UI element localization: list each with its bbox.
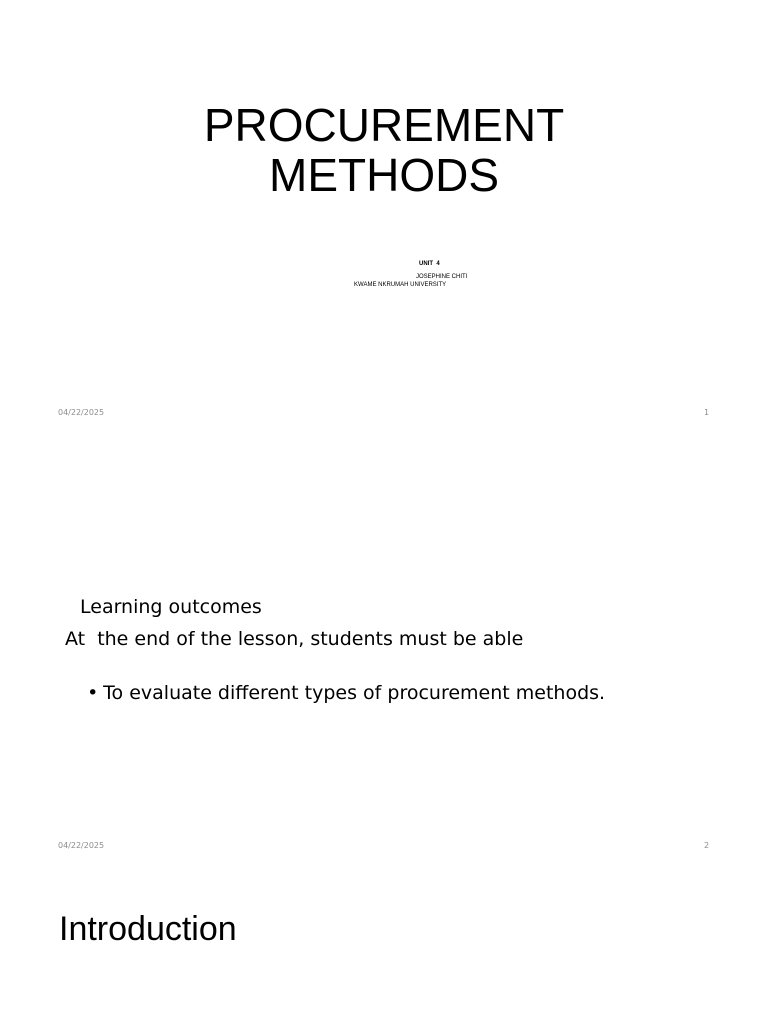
bullet-icon: •: [87, 682, 99, 704]
slide-date: 04/22/2025: [58, 841, 105, 850]
slide-date: 04/22/2025: [58, 408, 105, 417]
slide-title: [0, 100, 768, 200]
title-line-1: PROCUREMENT: [203, 99, 565, 151]
slide-number: 2: [704, 841, 710, 850]
slide-3: [0, 866, 768, 1024]
author-name: JOSEPHINE CHITI: [416, 274, 468, 280]
slide-1: [0, 0, 768, 433]
learning-outcomes-intro: At the end of the lesson, students must be able: [65, 628, 524, 650]
title-line-2: METHODS: [269, 149, 499, 201]
university-name: KWAME NKRUMAH UNIVERSITY: [354, 282, 447, 288]
bullet-text: To evaluate different types of procurement methods.: [103, 682, 606, 704]
list-item: [63, 660, 605, 726]
slide-title: Introduction: [59, 910, 237, 948]
slide-number: 1: [704, 408, 710, 417]
learning-outcomes-heading: Learning outcomes: [80, 596, 262, 618]
slide-2: [0, 433, 768, 866]
unit-label: UNIT 4: [419, 261, 440, 267]
